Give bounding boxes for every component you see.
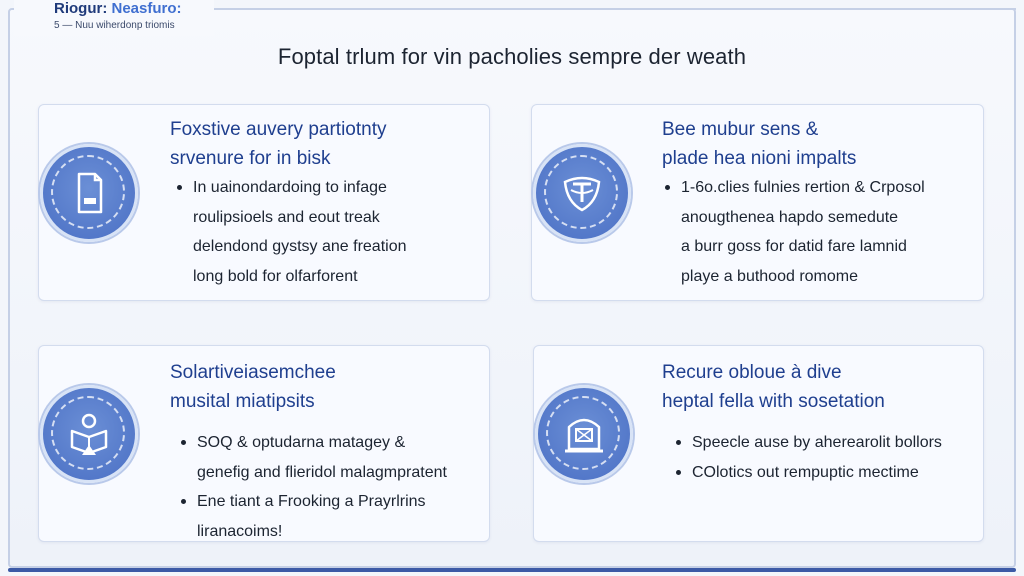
list-item: a burr goss for datid fare lamnid [681,238,907,255]
list-item: genefig and flieridol malagmpratent [197,463,447,481]
shield-icon [533,144,631,242]
logo-subtitle: 5 — Nuu wiherdonp triomis [54,20,175,31]
list-item: anougthenea hapdo semedute [681,208,899,226]
card-2 [531,104,984,301]
card-title [170,115,386,173]
bullet-list [197,428,447,546]
list-item: delendond gystsy ane freation [193,238,407,255]
card-title-line: musital miatipsits [170,391,315,412]
card-title-line: plade hea nioni impalts [662,148,857,169]
bullet-list [692,428,942,487]
list-item: liranacoims! [197,522,283,540]
card-title [662,115,856,173]
logo-title-accent: Neasfuro: [111,0,182,17]
card-title-line: Solartiveiasemchee [170,362,336,383]
building-icon [535,385,633,483]
card-title-line: Foxstive auvery partiotnty [170,119,387,140]
logo-title-main: Riogur: [54,0,108,17]
card-title-line: Bee mubur sens & [662,119,819,140]
list-item: COlotics out rempuptic mectime [692,458,942,488]
document-icon [40,144,138,242]
card-1 [38,104,490,301]
bullet-list [681,173,925,291]
list-item: long bold for olfarforent [193,267,358,285]
card-title [662,358,885,416]
page-title: Foptal trlum for vin pacholies sempre der weath [277,44,747,69]
header-divider [220,8,1016,10]
logo-title [54,0,182,17]
list-item: Speecle ause by aherearolit bollors [692,428,942,458]
logo [14,0,214,36]
card-title [170,358,336,416]
list-item: In uainondardoing to infage [193,173,406,203]
list-item: Ene tiant a Frooking a Prayrlrins [197,487,447,517]
list-item: SOQ & optudarna matagey & [197,428,447,458]
card-3 [38,345,490,542]
list-item: playe a buthood romome [681,267,858,285]
list-item: roulipsioels and eout treak [193,208,380,226]
bullet-list [193,173,406,291]
card-title-line: Recure obloue à dive [662,362,842,383]
card-4 [533,345,984,542]
card-title-line: srvenure for in bisk [170,148,331,169]
bottom-accent-bar [8,568,1016,572]
list-item: 1-6o.clies fulnies rertion & Crposol [681,173,925,203]
card-title-line: heptal fella with sosetation [662,391,885,412]
reader-icon [40,385,138,483]
